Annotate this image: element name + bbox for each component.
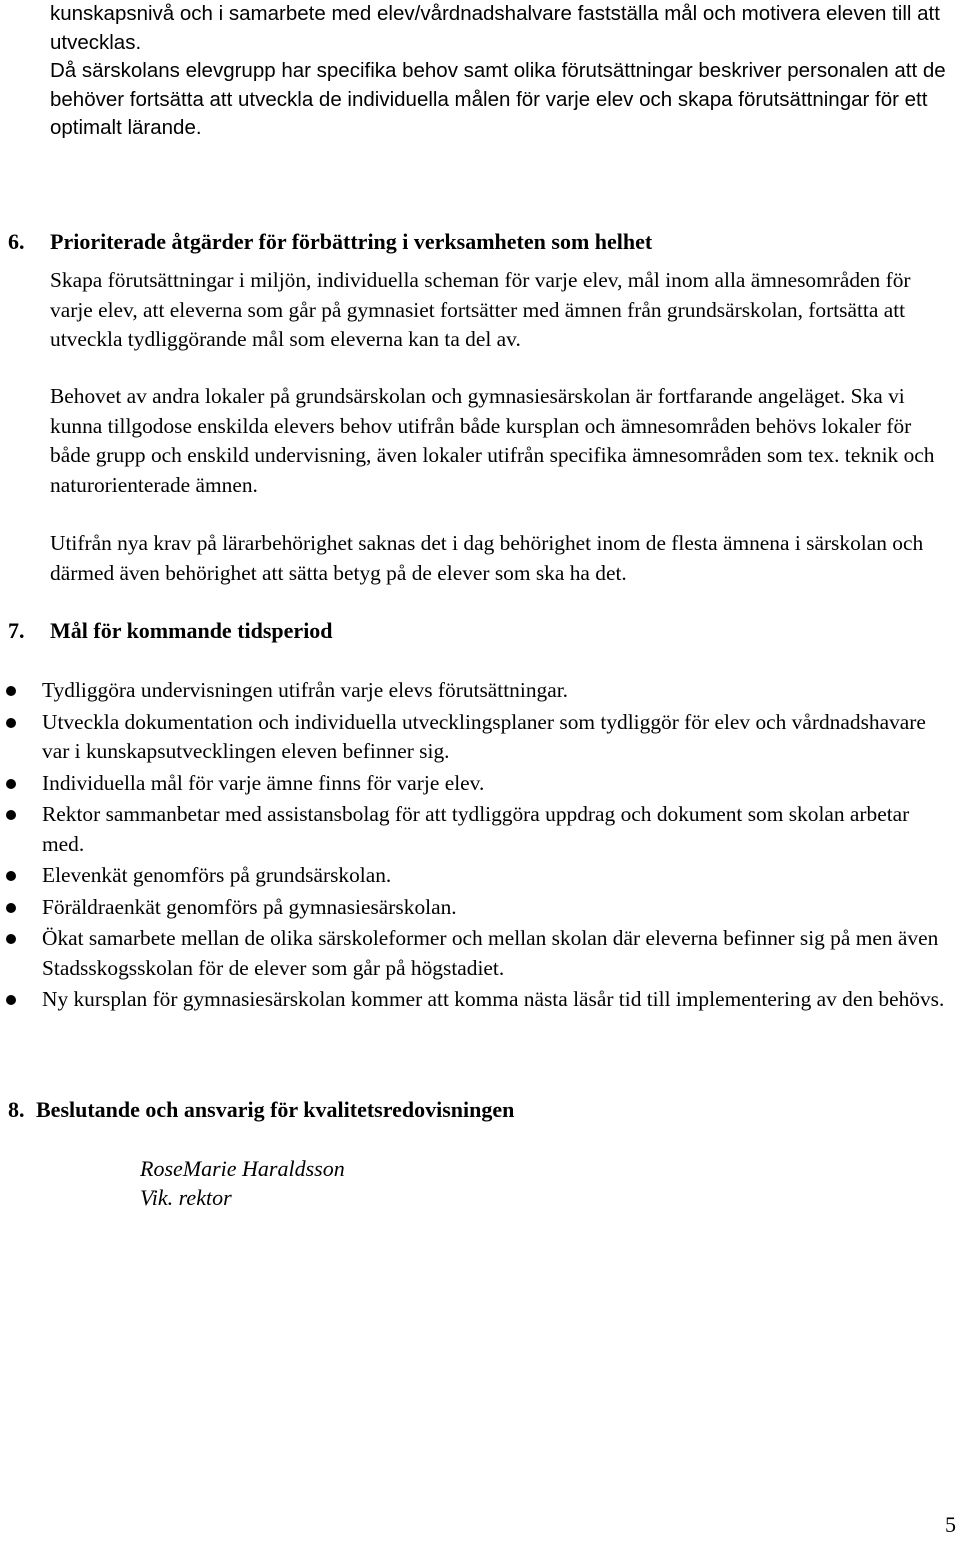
bullet-icon: [6, 995, 16, 1005]
goal-text: Elevenkät genomförs på grundsärskolan.: [42, 863, 392, 887]
bullet-icon: [6, 934, 16, 944]
signature-block: [140, 1154, 345, 1212]
section-7-number: 7.: [8, 618, 25, 643]
goal-text: Rektor sammanbetar med assistansbolag för att tydliggöra uppdrag och dokument som skolan arbetar med.: [42, 802, 910, 856]
section-7-title: Mål för kommande tidsperiod: [50, 618, 333, 643]
bullet-icon: [6, 686, 16, 696]
signature-role: Vik. rektor: [140, 1185, 232, 1210]
section-6-title: Prioriterade åtgärder för förbättring i verksamheten som helhet: [50, 229, 653, 254]
goal-text: Föräldraenkät genomförs på gymnasiesärskolan.: [42, 894, 457, 919]
intro-paragraph-1: kunskapsnivå och i samarbete med elev/vårdnadshalvare fastställa mål och motivera eleven till att utvecklas.: [50, 2, 940, 54]
list-item: [0, 985, 955, 1015]
goal-text: Tydliggöra undervisningen utifrån varje elevs förutsättningar.: [42, 678, 568, 702]
intro-paragraph-2: Då särskolans elevgrupp har specifika behov samt olika förutsättningar beskriver personalen att de behöver fortsätta att utveckla de individuella målen för varje elev och skapa förutsättningar för ett optimalt lärande.: [50, 59, 946, 139]
bullet-icon: [6, 718, 16, 728]
bullet-icon: [6, 779, 16, 789]
section-6-number: 6.: [8, 229, 25, 254]
goal-text: Ökat samarbete mellan de olika särskoleformer och mellan skolan där eleverna befinner sig på men även Stadsskogsskolan för de elever som går på högstadiet.: [42, 926, 939, 980]
list-item: [0, 861, 955, 891]
list-item: [0, 676, 955, 706]
intro-text: [50, 0, 955, 143]
section-7-heading: [8, 617, 333, 645]
bullet-icon: [6, 871, 16, 881]
bullet-icon: [6, 810, 16, 820]
section-8-heading: [8, 1096, 514, 1124]
goal-text: Utveckla dokumentation och individuella utvecklingsplaner som tydliggör för elev och vårdnadshavare var i kunskapsutvecklingen eleven befinner sig.: [42, 709, 926, 763]
goal-text: Individuella mål för varje ämne finns för varje elev.: [42, 770, 485, 795]
section-8-number: 8.: [8, 1097, 25, 1122]
section-6-paragraph-1: Skapa förutsättningar i miljön, individuella scheman för varje elev, mål inom alla ämnesområden för varje elev, att eleverna som går på gymnasiet fortsätter med ämnen från grundsärskolan, fortsätta att utveckla tydliggörande mål som eleverna kan ta del av.: [50, 268, 911, 351]
section-8-title: Beslutande och ansvarig för kvalitetsredovisningen: [36, 1097, 515, 1122]
list-item: [0, 893, 955, 923]
goals-list: [0, 676, 955, 1017]
bullet-icon: [6, 903, 16, 913]
list-item: [0, 708, 955, 767]
goal-text: Ny kursplan för gymnasiesärskolan kommer att komma nästa läsår tid till implementering av den behövs.: [42, 987, 945, 1011]
section-6-paragraph-3: Utifrån nya krav på lärarbehörighet saknas det i dag behörighet inom de flesta ämnena i särskolan och därmed även behörighet att sätta betyg på de elever som ska ha det.: [50, 531, 924, 585]
list-item: [0, 769, 955, 799]
list-item: [0, 924, 955, 983]
signature-name: RoseMarie Haraldsson: [140, 1156, 345, 1181]
list-item: [0, 800, 955, 859]
page-number: 5: [945, 1512, 956, 1537]
section-6-heading: [8, 228, 652, 256]
section-6-paragraph-2: Behovet av andra lokaler på grundsärskolan och gymnasiesärskolan är fortfarande angeläget. Ska vi kunna tillgodose enskilda elevers behov utifrån både kursplan och ämnesområden behövs lokaler för både grupp och enskild undervisning, även lokaler utifrån specifika ämnesområden som tex. teknik och naturorienterade ämnen.: [50, 384, 935, 497]
